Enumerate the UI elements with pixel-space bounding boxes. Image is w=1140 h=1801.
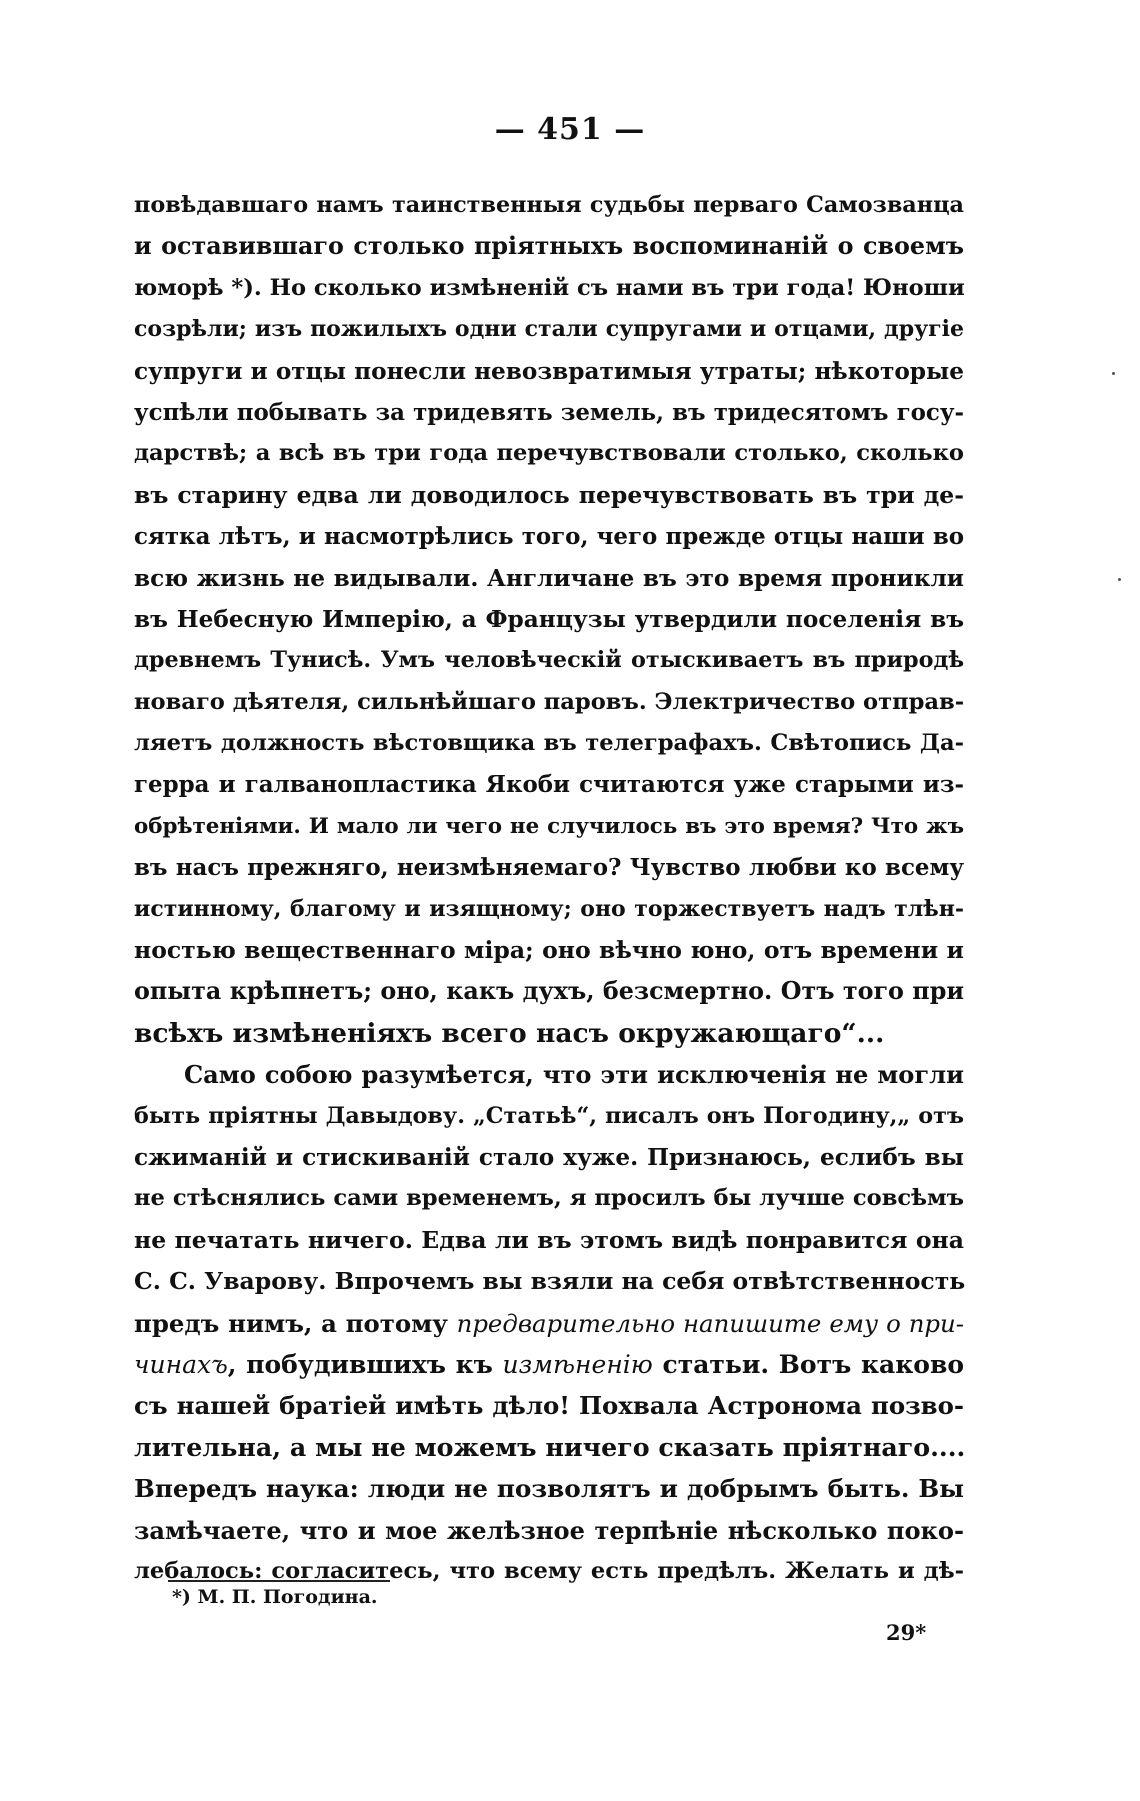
text-line: всѣхъ измѣненіяхъ всего насъ окружающаго“... bbox=[134, 1017, 885, 1049]
body-text bbox=[134, 185, 964, 1592]
text-line-with-italic bbox=[134, 1344, 964, 1385]
paragraph-start-line: Само собою разумѣется, что эти исключенія не могли bbox=[184, 1060, 964, 1090]
text-line: въ старину едва ли доводилось перечувствовать въ три де- bbox=[134, 480, 964, 509]
text-line: новаго дѣятеля, сильнѣйшаго паровъ. Электричество отправ- bbox=[134, 688, 965, 715]
paper-speck bbox=[1112, 372, 1115, 375]
text-line: С. С. Уварову. Впрочемъ вы взяли на себя отвѣтственность bbox=[134, 1267, 966, 1296]
text-line: замѣчаете, что и мое желѣзное терпѣніе нѣсколько поко- bbox=[134, 1515, 964, 1545]
text-line: истинному, благому и изящному; оно торжествуетъ надъ тлѣн- bbox=[134, 895, 964, 922]
text-line: древнемъ Тунисѣ. Умъ человѣческій отыскиваетъ въ природѣ bbox=[134, 647, 964, 674]
text-line: успѣли побывать за тридевять земель, въ тридесятомъ госу- bbox=[134, 398, 964, 426]
text-line: не печатать ничего. Едва ли въ этомъ видѣ понравится она bbox=[134, 1225, 964, 1254]
text-line-with-italic bbox=[134, 1303, 964, 1344]
italic-segment: предварительно напишите ему о при- bbox=[456, 1308, 964, 1338]
italic-segment: чинахъ bbox=[134, 1349, 228, 1379]
text-line: въ насъ прежняго, неизмѣняемаго? Чувство любви ко всему bbox=[134, 854, 964, 882]
text-line: Впередъ наука: люди не позволятъ и добрымъ быть. Вы bbox=[134, 1474, 964, 1504]
text-line: юморѣ *). Но сколько измѣненій съ нами въ три года! Юноши bbox=[134, 274, 965, 301]
text-line: и оставившаго столько пріятныхъ воспоминаній о своемъ bbox=[134, 232, 964, 261]
text-segment: статьи. Вотъ каково bbox=[652, 1349, 964, 1379]
footnote-rule bbox=[168, 1580, 390, 1582]
text-line: обрѣтеніями. И мало ли чего не случилось въ это время? Что жъ bbox=[134, 813, 964, 839]
text-line: лительна, а мы не можемъ ничего сказать пріятнаго.... bbox=[134, 1431, 966, 1462]
footnote: *) М. П. Погодина. bbox=[172, 1586, 378, 1608]
text-line: сжиманій и стискиваній стало хуже. Признаюсь, еслибъ вы bbox=[134, 1143, 964, 1171]
italic-segment: измѣненію bbox=[502, 1349, 653, 1379]
text-line: герра и галванопластика Якоби считаются уже старыми из- bbox=[134, 771, 964, 799]
text-segment: , побудившихъ къ bbox=[227, 1349, 503, 1379]
text-line: опыта крѣпнетъ; оно, какъ духъ, безсмертно. Отъ того при bbox=[134, 977, 964, 1006]
text-line: ляетъ должность вѣстовщика въ телеграфахъ. Свѣтопись Да- bbox=[134, 730, 964, 757]
text-line: всю жизнь не видывали. Англичане въ это время проникли bbox=[134, 564, 964, 592]
text-line: не стѣснялись сами временемъ, я просилъ бы лучше совсѣмъ bbox=[134, 1185, 964, 1212]
paper-speck bbox=[1118, 578, 1121, 581]
text-line: созрѣли; изъ пожилыхъ одни стали супругами и отцами, другіе bbox=[134, 316, 964, 343]
text-line: ностью вещественнаго міра; оно вѣчно юно, отъ времени и bbox=[134, 936, 964, 965]
text-line: повѣдавшаго намъ таинственныя судьбы перваго Самозванца bbox=[134, 192, 964, 218]
text-segment: предъ нимъ, а потому bbox=[134, 1308, 457, 1338]
text-line: въ Небесную Имперію, а Французы утвердили поселенія въ bbox=[134, 605, 964, 633]
signature-mark: 29* bbox=[886, 1620, 927, 1645]
text-line: дарствѣ; а всѣ въ три года перечувствовали столько, сколько bbox=[134, 440, 964, 467]
text-line: быть пріятны Давыдову. „Статьѣ“, писалъ онъ Погодину,„ отъ bbox=[134, 1102, 964, 1129]
page-number: — 451 — bbox=[494, 112, 646, 147]
text-line: супруги и отцы понесли невозвратимыя утраты; нѣкоторые bbox=[134, 357, 964, 385]
text-line: сятка лѣтъ, и насмотрѣлись того, чего прежде отцы наши во bbox=[134, 523, 964, 551]
text-line: лебалось: согласитесь, что всему есть предѣлъ. Желать и дѣ- bbox=[134, 1557, 964, 1584]
text-line: съ нашей братіей имѣть дѣло! Похвала Астронома позво- bbox=[134, 1391, 964, 1421]
